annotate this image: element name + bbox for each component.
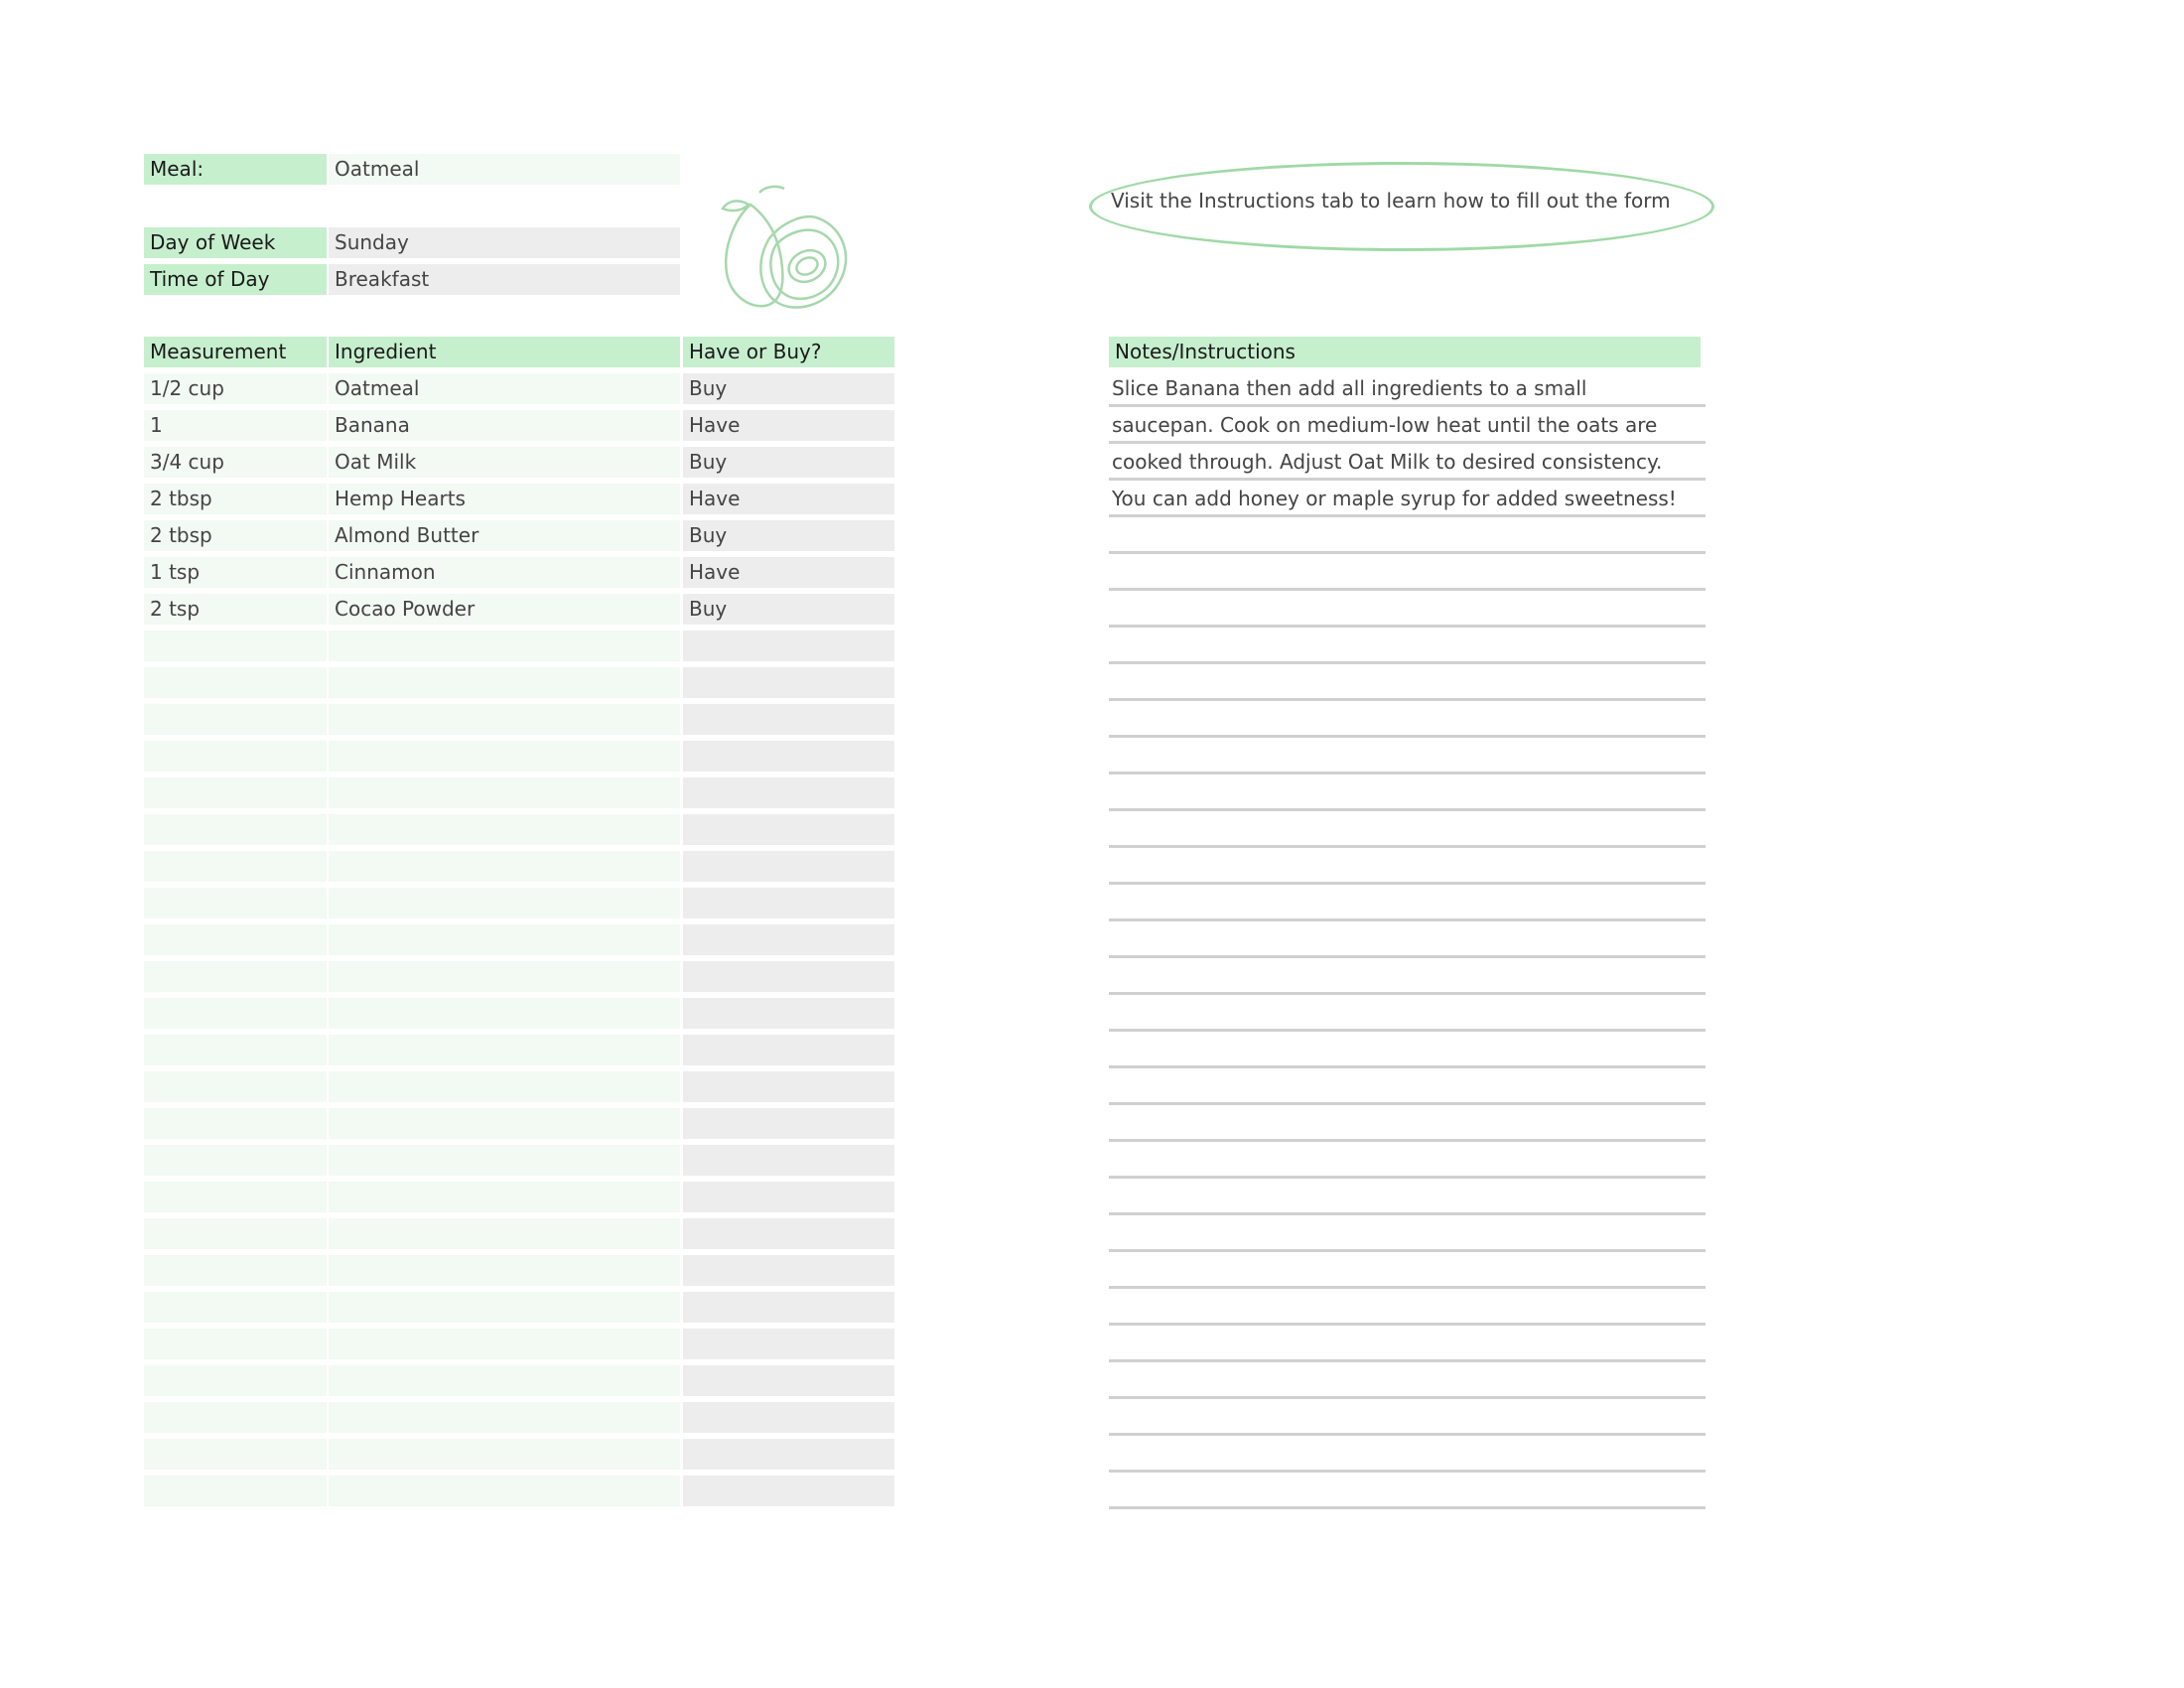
notes-line — [1109, 848, 1706, 885]
have-or-buy-cell[interactable] — [683, 1145, 894, 1176]
measurement-cell[interactable]: 2 tbsp — [144, 484, 327, 514]
measurement-cell[interactable] — [144, 998, 327, 1029]
ingredient-cell[interactable] — [329, 851, 680, 882]
notes-line — [1109, 738, 1706, 774]
ingredient-cell[interactable] — [329, 1071, 680, 1102]
measurement-cell[interactable] — [144, 1182, 327, 1212]
measurement-cell[interactable] — [144, 1292, 327, 1323]
have-or-buy-cell[interactable] — [683, 814, 894, 845]
notes-line — [1109, 628, 1706, 664]
avocado-icon — [705, 179, 854, 318]
have-or-buy-cell[interactable] — [683, 1071, 894, 1102]
notes-line — [1109, 1289, 1706, 1326]
notes-line — [1109, 1032, 1706, 1068]
notes-line — [1109, 1362, 1706, 1399]
ingredient-cell[interactable] — [329, 1255, 680, 1286]
measurement-cell[interactable] — [144, 888, 327, 918]
ingredient-cell[interactable]: Cinnamon — [329, 557, 680, 588]
ingredient-header: Ingredient — [329, 337, 680, 367]
have-or-buy-cell[interactable] — [683, 1439, 894, 1470]
notes-text-line: cooked through. Adjust Oat Milk to desired consistency. — [1112, 450, 1663, 474]
have-or-buy-cell[interactable] — [683, 1476, 894, 1506]
ingredient-cell[interactable] — [329, 1145, 680, 1176]
have-or-buy-cell[interactable]: Have — [683, 410, 894, 441]
measurement-cell[interactable] — [144, 1218, 327, 1249]
meal-label: Meal: — [144, 154, 327, 185]
have-or-buy-cell[interactable] — [683, 888, 894, 918]
measurement-cell[interactable] — [144, 1402, 327, 1433]
notes-line — [1109, 1436, 1706, 1473]
ingredient-cell[interactable] — [329, 1182, 680, 1212]
ingredient-cell[interactable] — [329, 1108, 680, 1139]
have-or-buy-cell[interactable] — [683, 631, 894, 661]
notes-line — [1109, 664, 1706, 701]
have-or-buy-cell[interactable] — [683, 741, 894, 772]
have-or-buy-cell[interactable] — [683, 1182, 894, 1212]
ingredient-cell[interactable] — [329, 1365, 680, 1396]
have-or-buy-cell[interactable]: Have — [683, 557, 894, 588]
instructions-note-text: Visit the Instructions tab to learn how to fill out the form — [1111, 189, 1671, 212]
have-or-buy-header: Have or Buy? — [683, 337, 894, 367]
ingredient-cell[interactable] — [329, 777, 680, 808]
ingredient-cell[interactable] — [329, 1329, 680, 1359]
measurement-cell[interactable]: 3/4 cup — [144, 447, 327, 478]
notes-line — [1109, 885, 1706, 921]
ingredient-cell[interactable] — [329, 631, 680, 661]
notes-line — [1109, 1068, 1706, 1105]
ingredient-cell[interactable] — [329, 1439, 680, 1470]
ingredient-cell[interactable] — [329, 1292, 680, 1323]
ingredient-cell[interactable] — [329, 888, 680, 918]
have-or-buy-cell[interactable]: Buy — [683, 447, 894, 478]
notes-line — [1109, 1252, 1706, 1289]
ingredient-cell[interactable]: Almond Butter — [329, 520, 680, 551]
measurement-cell[interactable] — [144, 961, 327, 992]
measurement-cell[interactable] — [144, 1365, 327, 1396]
ingredient-cell[interactable] — [329, 1476, 680, 1506]
measurement-cell[interactable] — [144, 1035, 327, 1065]
ingredient-cell[interactable] — [329, 1035, 680, 1065]
have-or-buy-cell[interactable] — [683, 1402, 894, 1433]
have-or-buy-cell[interactable]: Buy — [683, 373, 894, 404]
measurement-cell[interactable] — [144, 631, 327, 661]
have-or-buy-cell[interactable] — [683, 1035, 894, 1065]
notes-line — [1109, 1215, 1706, 1252]
ingredient-cell[interactable]: Banana — [329, 410, 680, 441]
notes-line — [1109, 811, 1706, 848]
notes-line — [1109, 517, 1706, 554]
measurement-cell[interactable] — [144, 741, 327, 772]
measurement-cell[interactable] — [144, 1476, 327, 1506]
measurement-cell[interactable] — [144, 814, 327, 845]
ingredient-cell[interactable] — [329, 961, 680, 992]
notes-line — [1109, 554, 1706, 591]
ingredient-cell[interactable]: Cocao Powder — [329, 594, 680, 625]
ingredient-cell[interactable] — [329, 924, 680, 955]
ingredient-cell[interactable] — [329, 1402, 680, 1433]
measurement-cell[interactable] — [144, 1145, 327, 1176]
notes-line — [1109, 921, 1706, 958]
have-or-buy-cell[interactable] — [683, 777, 894, 808]
notes-text-line: Slice Banana then add all ingredients to a small — [1112, 376, 1587, 400]
measurement-cell[interactable] — [144, 1439, 327, 1470]
ingredient-cell[interactable]: Oat Milk — [329, 447, 680, 478]
have-or-buy-cell[interactable] — [683, 1218, 894, 1249]
measurement-cell[interactable]: 2 tsp — [144, 594, 327, 625]
measurement-cell[interactable]: 1 tsp — [144, 557, 327, 588]
have-or-buy-cell[interactable] — [683, 998, 894, 1029]
have-or-buy-cell[interactable] — [683, 704, 894, 735]
have-or-buy-cell[interactable] — [683, 1365, 894, 1396]
ingredient-cell[interactable]: Hemp Hearts — [329, 484, 680, 514]
have-or-buy-cell[interactable]: Have — [683, 484, 894, 514]
have-or-buy-cell[interactable] — [683, 1329, 894, 1359]
have-or-buy-cell[interactable] — [683, 667, 894, 698]
measurement-header: Measurement — [144, 337, 327, 367]
have-or-buy-cell[interactable] — [683, 1108, 894, 1139]
notes-header: Notes/Instructions — [1109, 337, 1701, 367]
ingredient-cell[interactable] — [329, 814, 680, 845]
measurement-cell[interactable] — [144, 1108, 327, 1139]
notes-text-line: saucepan. Cook on medium-low heat until the oats are — [1112, 413, 1658, 437]
ingredient-cell[interactable] — [329, 741, 680, 772]
notes-text-line: You can add honey or maple syrup for added sweetness! — [1112, 487, 1677, 510]
notes-line — [1109, 1105, 1706, 1142]
notes-line — [1109, 591, 1706, 628]
measurement-cell[interactable] — [144, 851, 327, 882]
notes-line — [1109, 958, 1706, 995]
measurement-cell[interactable] — [144, 1329, 327, 1359]
ingredient-cell[interactable] — [329, 998, 680, 1029]
notes-line — [1109, 701, 1706, 738]
measurement-cell[interactable] — [144, 1255, 327, 1286]
have-or-buy-cell[interactable] — [683, 1255, 894, 1286]
notes-line — [1109, 1399, 1706, 1436]
notes-line — [1109, 995, 1706, 1032]
measurement-cell[interactable] — [144, 777, 327, 808]
measurement-cell[interactable] — [144, 924, 327, 955]
meal-value[interactable]: Oatmeal — [329, 154, 680, 185]
have-or-buy-cell[interactable] — [683, 961, 894, 992]
have-or-buy-cell[interactable]: Buy — [683, 594, 894, 625]
ingredient-cell[interactable] — [329, 1218, 680, 1249]
ingredient-cell[interactable] — [329, 704, 680, 735]
measurement-cell[interactable] — [144, 704, 327, 735]
have-or-buy-cell[interactable] — [683, 851, 894, 882]
time-of-day-label: Time of Day — [144, 264, 327, 295]
notes-line — [1109, 774, 1706, 811]
ingredient-cell[interactable]: Oatmeal — [329, 373, 680, 404]
time-of-day-value[interactable]: Breakfast — [329, 264, 680, 295]
day-of-week-label: Day of Week — [144, 227, 327, 258]
measurement-cell[interactable]: 2 tbsp — [144, 520, 327, 551]
day-of-week-value[interactable]: Sunday — [329, 227, 680, 258]
have-or-buy-cell[interactable]: Buy — [683, 520, 894, 551]
ingredient-cell[interactable] — [329, 667, 680, 698]
notes-line — [1109, 1179, 1706, 1215]
have-or-buy-cell[interactable] — [683, 924, 894, 955]
measurement-cell[interactable] — [144, 667, 327, 698]
measurement-cell[interactable] — [144, 1071, 327, 1102]
notes-line — [1109, 1326, 1706, 1362]
measurement-cell[interactable]: 1/2 cup — [144, 373, 327, 404]
measurement-cell[interactable]: 1 — [144, 410, 327, 441]
notes-line — [1109, 1142, 1706, 1179]
have-or-buy-cell[interactable] — [683, 1292, 894, 1323]
notes-line — [1109, 1473, 1706, 1509]
